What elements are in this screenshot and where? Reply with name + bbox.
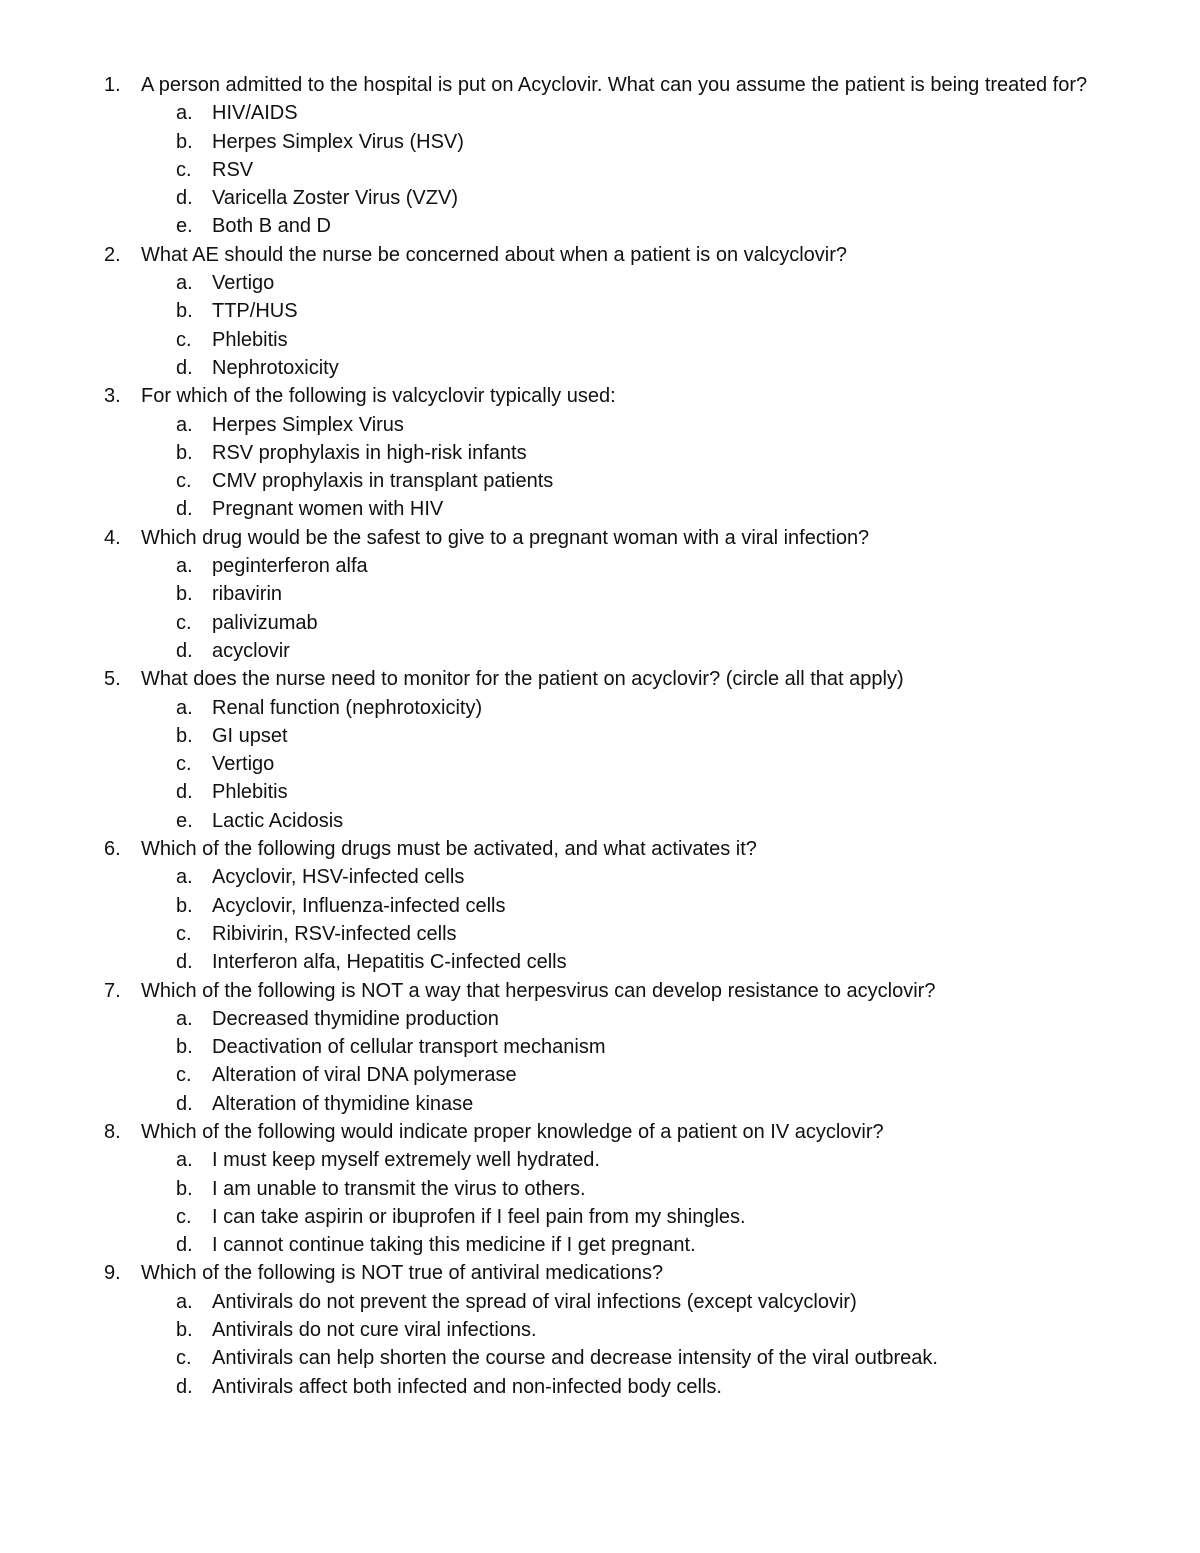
question-line xyxy=(0,382,1200,410)
question-line xyxy=(0,835,1200,863)
question-number: 9. xyxy=(104,1262,121,1285)
option-text: I am unable to transmit the virus to others. xyxy=(212,1177,586,1200)
question-number: 6. xyxy=(104,838,121,861)
option-text: Phlebitis xyxy=(212,781,288,804)
quiz-document xyxy=(0,71,1200,1401)
answer-option xyxy=(0,99,1200,127)
answer-option xyxy=(0,1231,1200,1259)
option-text: Nephrotoxicity xyxy=(212,356,339,379)
answer-option xyxy=(0,439,1200,467)
option-text: Herpes Simplex Virus (HSV) xyxy=(212,130,464,153)
answer-option xyxy=(0,892,1200,920)
option-text: CMV prophylaxis in transplant patients xyxy=(212,470,554,493)
answer-option xyxy=(0,326,1200,354)
question-number: 3. xyxy=(104,385,121,408)
option-letter: c. xyxy=(176,470,192,493)
option-text: Both B and D xyxy=(212,215,331,238)
question-text: What AE should the nurse be concerned about when a patient is on valcyclovir? xyxy=(141,243,847,266)
option-letter: c. xyxy=(176,611,192,634)
question-number: 4. xyxy=(104,526,121,549)
option-text: Acyclovir, Influenza-infected cells xyxy=(212,894,506,917)
answer-option xyxy=(0,722,1200,750)
option-letter: b. xyxy=(176,130,193,153)
option-letter: b. xyxy=(176,583,193,606)
option-letter: c. xyxy=(176,1205,192,1228)
answer-option xyxy=(0,948,1200,976)
option-text: TTP/HUS xyxy=(212,300,298,323)
answer-option xyxy=(0,637,1200,665)
option-text: ribavirin xyxy=(212,583,283,606)
answer-option xyxy=(0,1316,1200,1344)
option-text: I cannot continue taking this medicine if I get pregnant. xyxy=(212,1234,696,1257)
option-text: Alteration of viral DNA polymerase xyxy=(212,1064,517,1087)
question-line xyxy=(0,71,1200,99)
option-letter: b. xyxy=(176,1177,193,1200)
option-text: RSV xyxy=(212,158,254,181)
option-letter: a. xyxy=(176,1149,193,1172)
answer-option xyxy=(0,467,1200,495)
question-text: What does the nurse need to monitor for the patient on acyclovir? (circle all that apply) xyxy=(141,668,904,691)
option-letter: a. xyxy=(176,866,193,889)
option-letter: b. xyxy=(176,300,193,323)
question-line xyxy=(0,1259,1200,1287)
option-letter: c. xyxy=(176,328,192,351)
question-text: Which of the following would indicate proper knowledge of a patient on IV acyclovir? xyxy=(141,1120,884,1143)
option-text: Antivirals do not cure viral infections. xyxy=(212,1319,537,1342)
answer-option xyxy=(0,1203,1200,1231)
option-text: Varicella Zoster Virus (VZV) xyxy=(212,187,458,210)
option-text: Pregnant women with HIV xyxy=(212,498,444,521)
answer-option xyxy=(0,1146,1200,1174)
option-text: HIV/AIDS xyxy=(212,102,298,125)
option-letter: a. xyxy=(176,272,193,295)
option-text: Renal function (nephrotoxicity) xyxy=(212,696,483,719)
option-letter: d. xyxy=(176,1234,193,1257)
answer-option xyxy=(0,920,1200,948)
answer-option xyxy=(0,1061,1200,1089)
option-text: Antivirals affect both infected and non-infected body cells. xyxy=(212,1375,722,1398)
answer-option xyxy=(0,128,1200,156)
option-letter: a. xyxy=(176,102,193,125)
option-text: Phlebitis xyxy=(212,328,288,351)
option-letter: e. xyxy=(176,809,193,832)
option-letter: b. xyxy=(176,441,193,464)
question-number: 8. xyxy=(104,1120,121,1143)
answer-option xyxy=(0,694,1200,722)
option-letter: d. xyxy=(176,1375,193,1398)
answer-option xyxy=(0,156,1200,184)
option-text: Antivirals do not prevent the spread of viral infections (except valcyclovir) xyxy=(212,1290,857,1313)
option-letter: b. xyxy=(176,724,193,747)
option-letter: c. xyxy=(176,1064,192,1087)
option-letter: a. xyxy=(176,1290,193,1313)
question-number: 7. xyxy=(104,979,121,1002)
question-text: Which drug would be the safest to give to a pregnant woman with a viral infection? xyxy=(141,526,870,549)
option-letter: e. xyxy=(176,215,193,238)
option-letter: d. xyxy=(176,187,193,210)
option-letter: d. xyxy=(176,1092,193,1115)
option-text: Herpes Simplex Virus xyxy=(212,413,404,436)
answer-option xyxy=(0,297,1200,325)
question-text: Which of the following is NOT true of antiviral medications? xyxy=(141,1262,664,1285)
option-text: RSV prophylaxis in high-risk infants xyxy=(212,441,527,464)
option-letter: c. xyxy=(176,158,192,181)
option-letter: c. xyxy=(176,922,192,945)
question-number: 2. xyxy=(104,243,121,266)
answer-option xyxy=(0,778,1200,806)
question-text: For which of the following is valcyclovir typically used: xyxy=(141,385,616,408)
option-letter: c. xyxy=(176,753,192,776)
option-text: Decreased thymidine production xyxy=(212,1007,499,1030)
option-text: peginterferon alfa xyxy=(212,555,368,578)
option-letter: a. xyxy=(176,1007,193,1030)
question-line xyxy=(0,241,1200,269)
answer-option xyxy=(0,184,1200,212)
question-text: Which of the following is NOT a way that herpesvirus can develop resistance to acyclovir? xyxy=(141,979,936,1002)
answer-option xyxy=(0,1033,1200,1061)
option-letter: b. xyxy=(176,1036,193,1059)
answer-option xyxy=(0,1175,1200,1203)
option-letter: d. xyxy=(176,781,193,804)
option-text: Interferon alfa, Hepatitis C-infected cells xyxy=(212,951,567,974)
answer-option xyxy=(0,1344,1200,1372)
answer-option xyxy=(0,212,1200,240)
option-letter: a. xyxy=(176,555,193,578)
option-letter: d. xyxy=(176,951,193,974)
question-text: Which of the following drugs must be activated, and what activates it? xyxy=(141,838,757,861)
option-text: Deactivation of cellular transport mechanism xyxy=(212,1036,606,1059)
answer-option xyxy=(0,552,1200,580)
answer-option xyxy=(0,354,1200,382)
answer-option xyxy=(0,1288,1200,1316)
question-line xyxy=(0,1118,1200,1146)
option-letter: d. xyxy=(176,639,193,662)
option-text: Lactic Acidosis xyxy=(212,809,344,832)
option-letter: a. xyxy=(176,413,193,436)
option-letter: d. xyxy=(176,498,193,521)
option-letter: c. xyxy=(176,1347,192,1370)
answer-option xyxy=(0,807,1200,835)
answer-option xyxy=(0,750,1200,778)
option-letter: b. xyxy=(176,894,193,917)
question-line xyxy=(0,977,1200,1005)
answer-option xyxy=(0,269,1200,297)
question-line xyxy=(0,524,1200,552)
question-number: 1. xyxy=(104,74,121,96)
answer-option xyxy=(0,411,1200,439)
answer-option xyxy=(0,1090,1200,1118)
option-text: acyclovir xyxy=(212,639,290,662)
option-text: Vertigo xyxy=(212,272,275,295)
answer-option xyxy=(0,580,1200,608)
option-text: palivizumab xyxy=(212,611,318,634)
question-text: A person admitted to the hospital is put on Acyclovir. What can you assume the patient is being treated for? xyxy=(141,74,1088,96)
option-text: Antivirals can help shorten the course and decrease intensity of the viral outbreak. xyxy=(212,1347,938,1370)
answer-option xyxy=(0,863,1200,891)
answer-option xyxy=(0,495,1200,523)
question-number: 5. xyxy=(104,668,121,691)
question-line xyxy=(0,665,1200,693)
option-text: I can take aspirin or ibuprofen if I feel pain from my shingles. xyxy=(212,1205,746,1228)
option-text: Ribivirin, RSV-infected cells xyxy=(212,922,457,945)
option-letter: d. xyxy=(176,356,193,379)
option-text: Acyclovir, HSV-infected cells xyxy=(212,866,465,889)
option-text: GI upset xyxy=(212,724,288,747)
answer-option xyxy=(0,1373,1200,1401)
answer-option xyxy=(0,609,1200,637)
option-text: Vertigo xyxy=(212,753,275,776)
answer-option xyxy=(0,1005,1200,1033)
option-letter: a. xyxy=(176,696,193,719)
option-letter: b. xyxy=(176,1319,193,1342)
option-text: I must keep myself extremely well hydrated. xyxy=(212,1149,600,1172)
option-text: Alteration of thymidine kinase xyxy=(212,1092,474,1115)
